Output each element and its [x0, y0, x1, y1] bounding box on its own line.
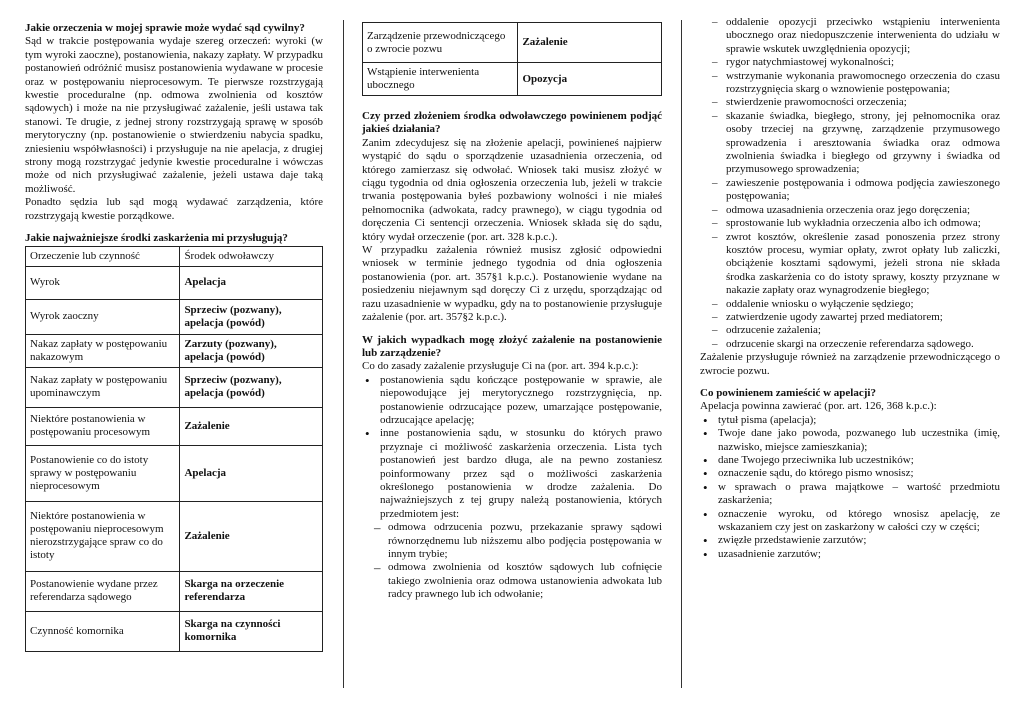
bullet-list: [700, 414, 1000, 561]
list-item: – zawieszenie postępowania i odmowa podjęcia zawieszonego postępowania;: [700, 177, 1000, 204]
table-cell: Nakaz zapłaty w postępowaniu upominawczym: [26, 367, 180, 407]
table-cell: Zażalenie: [518, 23, 662, 63]
paragraph: Co do zasady zażalenie przysługuje Ci na (por. art. 394 k.p.c.):: [362, 360, 639, 373]
table-cell: Opozycja: [518, 63, 662, 96]
table-row: [26, 299, 323, 334]
list-item: – stwierdzenie prawomocności orzeczenia;: [700, 96, 1000, 109]
table-row: [26, 334, 323, 367]
table-cell: Wstąpienie interwenienta ubocznego: [363, 63, 518, 96]
table-row: [26, 266, 323, 299]
list-item: – wstrzymanie wykonania prawomocnego orzeczenia do czasu rozstrzygnięcia skarg o wznowienie postępowania;: [700, 70, 1000, 97]
table-row: [26, 611, 323, 651]
table-cell: Nakaz zapłaty w postępowaniu nakazowym: [26, 334, 180, 367]
column-divider: [681, 20, 682, 688]
table-cell: Wyrok: [26, 266, 180, 299]
paragraph: W przypadku zażalenia również musisz zgłosić odpowiedni wniosek w terminie jednego tygodnia od dnia ogłoszenia postanowienia (por. art. 357§1 k.p.c.). Postanowienie wydane na posiedzeniu niejawnym sąd doręczy Ci z urzędu, sporządzając od razu uzasadnienie w wypadku, gdy na to postanowienie przysługuje zażalenie (por. art. 357§2 k.p.c.).: [362, 244, 662, 324]
table-cell: Zażalenie: [180, 407, 323, 445]
list-item: – zwrot kosztów, określenie zasad ponoszenia przez strony kosztów procesu, wymiar opłaty, zwrot opłaty lub zaliczki, obciążenie kosztami sądowymi, jeżeli strona nie składa środka zaskarżenia co do istoty sprawy, koszty przyznane w nakazie zapłaty oraz wynagrodzenie biegłego;: [700, 231, 1000, 298]
table-cell: Wyrok zaoczny: [26, 299, 180, 334]
table-header-cell: Środek odwoławczy: [180, 246, 323, 266]
table-header-row: [26, 246, 323, 266]
list-item: • oznaczenie sądu, do którego pismo wnosisz;: [700, 467, 1000, 480]
question-heading: Czy przed złożeniem środka odwoławczego powinienem podjąć jakieś działania?: [362, 110, 662, 136]
remedies-table-continued: [362, 22, 662, 96]
table-row: [26, 501, 323, 571]
list-item: – rygor natychmiastowej wykonalności;: [700, 56, 1000, 69]
table-cell: Apelacja: [180, 445, 323, 501]
table-row: [363, 23, 662, 63]
question-heading: Co powinienem zamieścić w apelacji?: [700, 386, 876, 399]
bullet-list: [362, 374, 662, 602]
column-2: [362, 22, 662, 602]
column-1: [25, 22, 323, 652]
table-row: [363, 63, 662, 96]
list-item: • tytuł pisma (apelacja);: [700, 414, 1000, 427]
question-heading: Jakie najważniejsze środki zaskarżenia mi przysługują?: [25, 232, 288, 245]
table-cell: Zarzuty (pozwany), apelacja (powód): [180, 334, 323, 367]
question-heading: W jakich wypadkach mogę złożyć zażalenie na postanowienie lub zarządzenie?: [362, 333, 662, 359]
paragraph: Apelacja powinna zawierać (por. art. 126, 368 k.p.c.):: [700, 400, 937, 413]
list-item: • oznaczenie wyroku, od którego wnosisz apelację, ze wskazaniem czy jest on zaskarżony w całości czy w części;: [700, 508, 1000, 535]
list-item: • dane Twojego przeciwnika lub uczestników;: [700, 454, 1000, 467]
table-cell: Zażalenie: [180, 501, 323, 571]
list-item: • w sprawach o prawa majątkowe – wartość przedmiotu zaskarżenia;: [700, 481, 1000, 508]
table-row: [26, 367, 323, 407]
list-item: • Twoje dane jako powoda, pozwanego lub uczestnika (imię, nazwisko, miejsce zamieszkania);: [700, 427, 1000, 454]
paragraph: Sąd w trakcie postępowania wydaje szereg orzeczeń: wyroki (w tym wyroki zaoczne), postanowienia, nakazy zapłaty. W przypadku postanowień odróżnić musisz postanowienia wydawane w procesie oraz w postępowaniu nieprocesowym. Te pierwsze rozstrzygają kwestie proceduralne (np. odmowa zwolnienia od kosztów sądowych) i może na nie przysługiwać zażalenie, jeśli ustawa tak stanowi. Te drugie, z jednej strony rozstrzygają sprawę w sposób merytoryczny (np. postanowienie o stwierdzeniu nabycia spadku, zniesieniu współwłasności) i przysługuje na nie apelacja, z drugiej strony mogą rozstrzygać jedynie kwestie proceduralne i wówczas może od nich przysługiwać zażalenie, jeżeli ustawa daje taką możliwość.: [25, 35, 323, 195]
table-cell: Zarządzenie przewodniczącego o zwrocie pozwu: [363, 23, 518, 63]
table-cell: Niektóre postanowienia w postępowaniu nieprocesowym nierozstrzygające spraw co do istoty: [26, 501, 180, 571]
list-item: – odrzucenie skargi na orzeczenie referendarza sądowego.: [700, 338, 1000, 351]
question-heading: Jakie orzeczenia w mojej sprawie może wydać sąd cywilny?: [25, 22, 305, 34]
paragraph: Ponadto sędzia lub sąd mogą wydawać zarządzenia, które rozstrzygają kwestie porządkowe.: [25, 196, 323, 222]
table-cell: Sprzeciw (pozwany), apelacja (powód): [180, 367, 323, 407]
dash-list: [700, 16, 1000, 351]
table-row: [26, 407, 323, 445]
table-cell: Niektóre postanowienia w postępowaniu procesowym: [26, 407, 180, 445]
list-item: – odmowa zwolnienia od kosztów sądowych lub cofnięcie takiego zwolnienia oraz odmowa ustanowienia adwokata lub radcy prawnego lub ich odwołanie;: [362, 561, 662, 601]
list-item: – skazanie świadka, biegłego, strony, jej pełnomocnika oraz osoby trzeciej na grzywnę, zarządzenie przymusowego sprowadzenia i aresztowania świadka oraz odmowa zwolnienia świadka i biegłego od grzywny i świadka od przymusowego sprowadzenia;: [700, 110, 1000, 177]
table-cell: Skarga na orzeczenie referendarza: [180, 571, 323, 611]
dash-list: [362, 521, 662, 601]
paragraph: Zażalenie przysługuje również na zarządzenie przewodniczącego o zwrocie pozwu.: [700, 351, 1000, 377]
remedies-table: [25, 246, 323, 652]
table-header-cell: Orzeczenie lub czynność: [26, 246, 180, 266]
table-cell: Apelacja: [180, 266, 323, 299]
list-item: • zwięzłe przedstawienie zarzutów;: [700, 534, 1000, 547]
table-row: [26, 445, 323, 501]
list-item: – zatwierdzenie ugody zawartej przed mediatorem;: [700, 311, 1000, 324]
table-cell: Postanowienie wydane przez referendarza sądowego: [26, 571, 180, 611]
column-3: [700, 16, 1000, 561]
list-item: – oddalenie opozycji przeciwko wstąpieniu interwenienta ubocznego oraz niedopuszczenie interwenienta do udziału w sprawie wskutek uwzględnienia opozycji;: [700, 16, 1000, 56]
list-item: – odmowa uzasadnienia orzeczenia oraz jego doręczenia;: [700, 204, 1000, 217]
list-item: – odmowa odrzucenia pozwu, przekazanie sprawy sądowi równorzędnemu lub niższemu albo podjęcia postępowania w innym trybie;: [362, 521, 662, 561]
table-cell: Sprzeciw (pozwany), apelacja (powód): [180, 299, 323, 334]
list-item: – odrzucenie zażalenia;: [700, 324, 1000, 337]
table-cell: Postanowienie co do istoty sprawy w postępowaniu nieprocesowym: [26, 445, 180, 501]
table-cell: Czynność komornika: [26, 611, 180, 651]
list-item: – sprostowanie lub wykładnia orzeczenia albo ich odmowa;: [700, 217, 1000, 230]
table-row: [26, 571, 323, 611]
list-item: • uzasadnienie zarzutów;: [700, 548, 1000, 561]
list-item: • postanowienia sądu kończące postępowanie w sprawie, ale niepowodujące jej merytorycznego rozstrzygnięcia, np. postanowienie odrzucające pozew, umarzające postępowanie, odrzucające apelację;: [362, 374, 662, 428]
list-item-text: inne postanowienia sądu, w stosunku do których prawo przyznaje ci możliwość zaskarżenia orzeczenia. Lista tych postanowień jest bardzo długa, ale na pewno zostaniesz poinformowany przez sąd o możliwości zaskarżenia określonego postanowienia w drodze zażalenia. Do najważniejszych z tej grupy należą postanowienia, których przedmiotem jest:: [380, 427, 662, 520]
table-cell: Skarga na czynności komornika: [180, 611, 323, 651]
list-item: [362, 427, 662, 601]
paragraph: Zanim zdecydujesz się na złożenie apelacji, powinieneś najpierw wystąpić do sądu o sporządzenie uzasadnienia orzeczenia, od którego zamierzasz się odwołać. Wniosek taki musisz złożyć w ciągu tygodnia od dnia ogłoszenia orzeczenia lub, jeżeli w trakcie trwania postępowania byłeś pozbawiony wolności i nie miałeś pełnomocnika (adwokata, radcy prawnego), w ciągu tygodnia od doręczenia Ci sentencji orzeczenia. Wniosek składa się do sądu, który wydał orzeczenie (por. art. 328 k.p.c.).: [362, 136, 662, 243]
list-item: – oddalenie wniosku o wyłączenie sędziego;: [700, 298, 1000, 311]
column-divider: [343, 20, 344, 688]
